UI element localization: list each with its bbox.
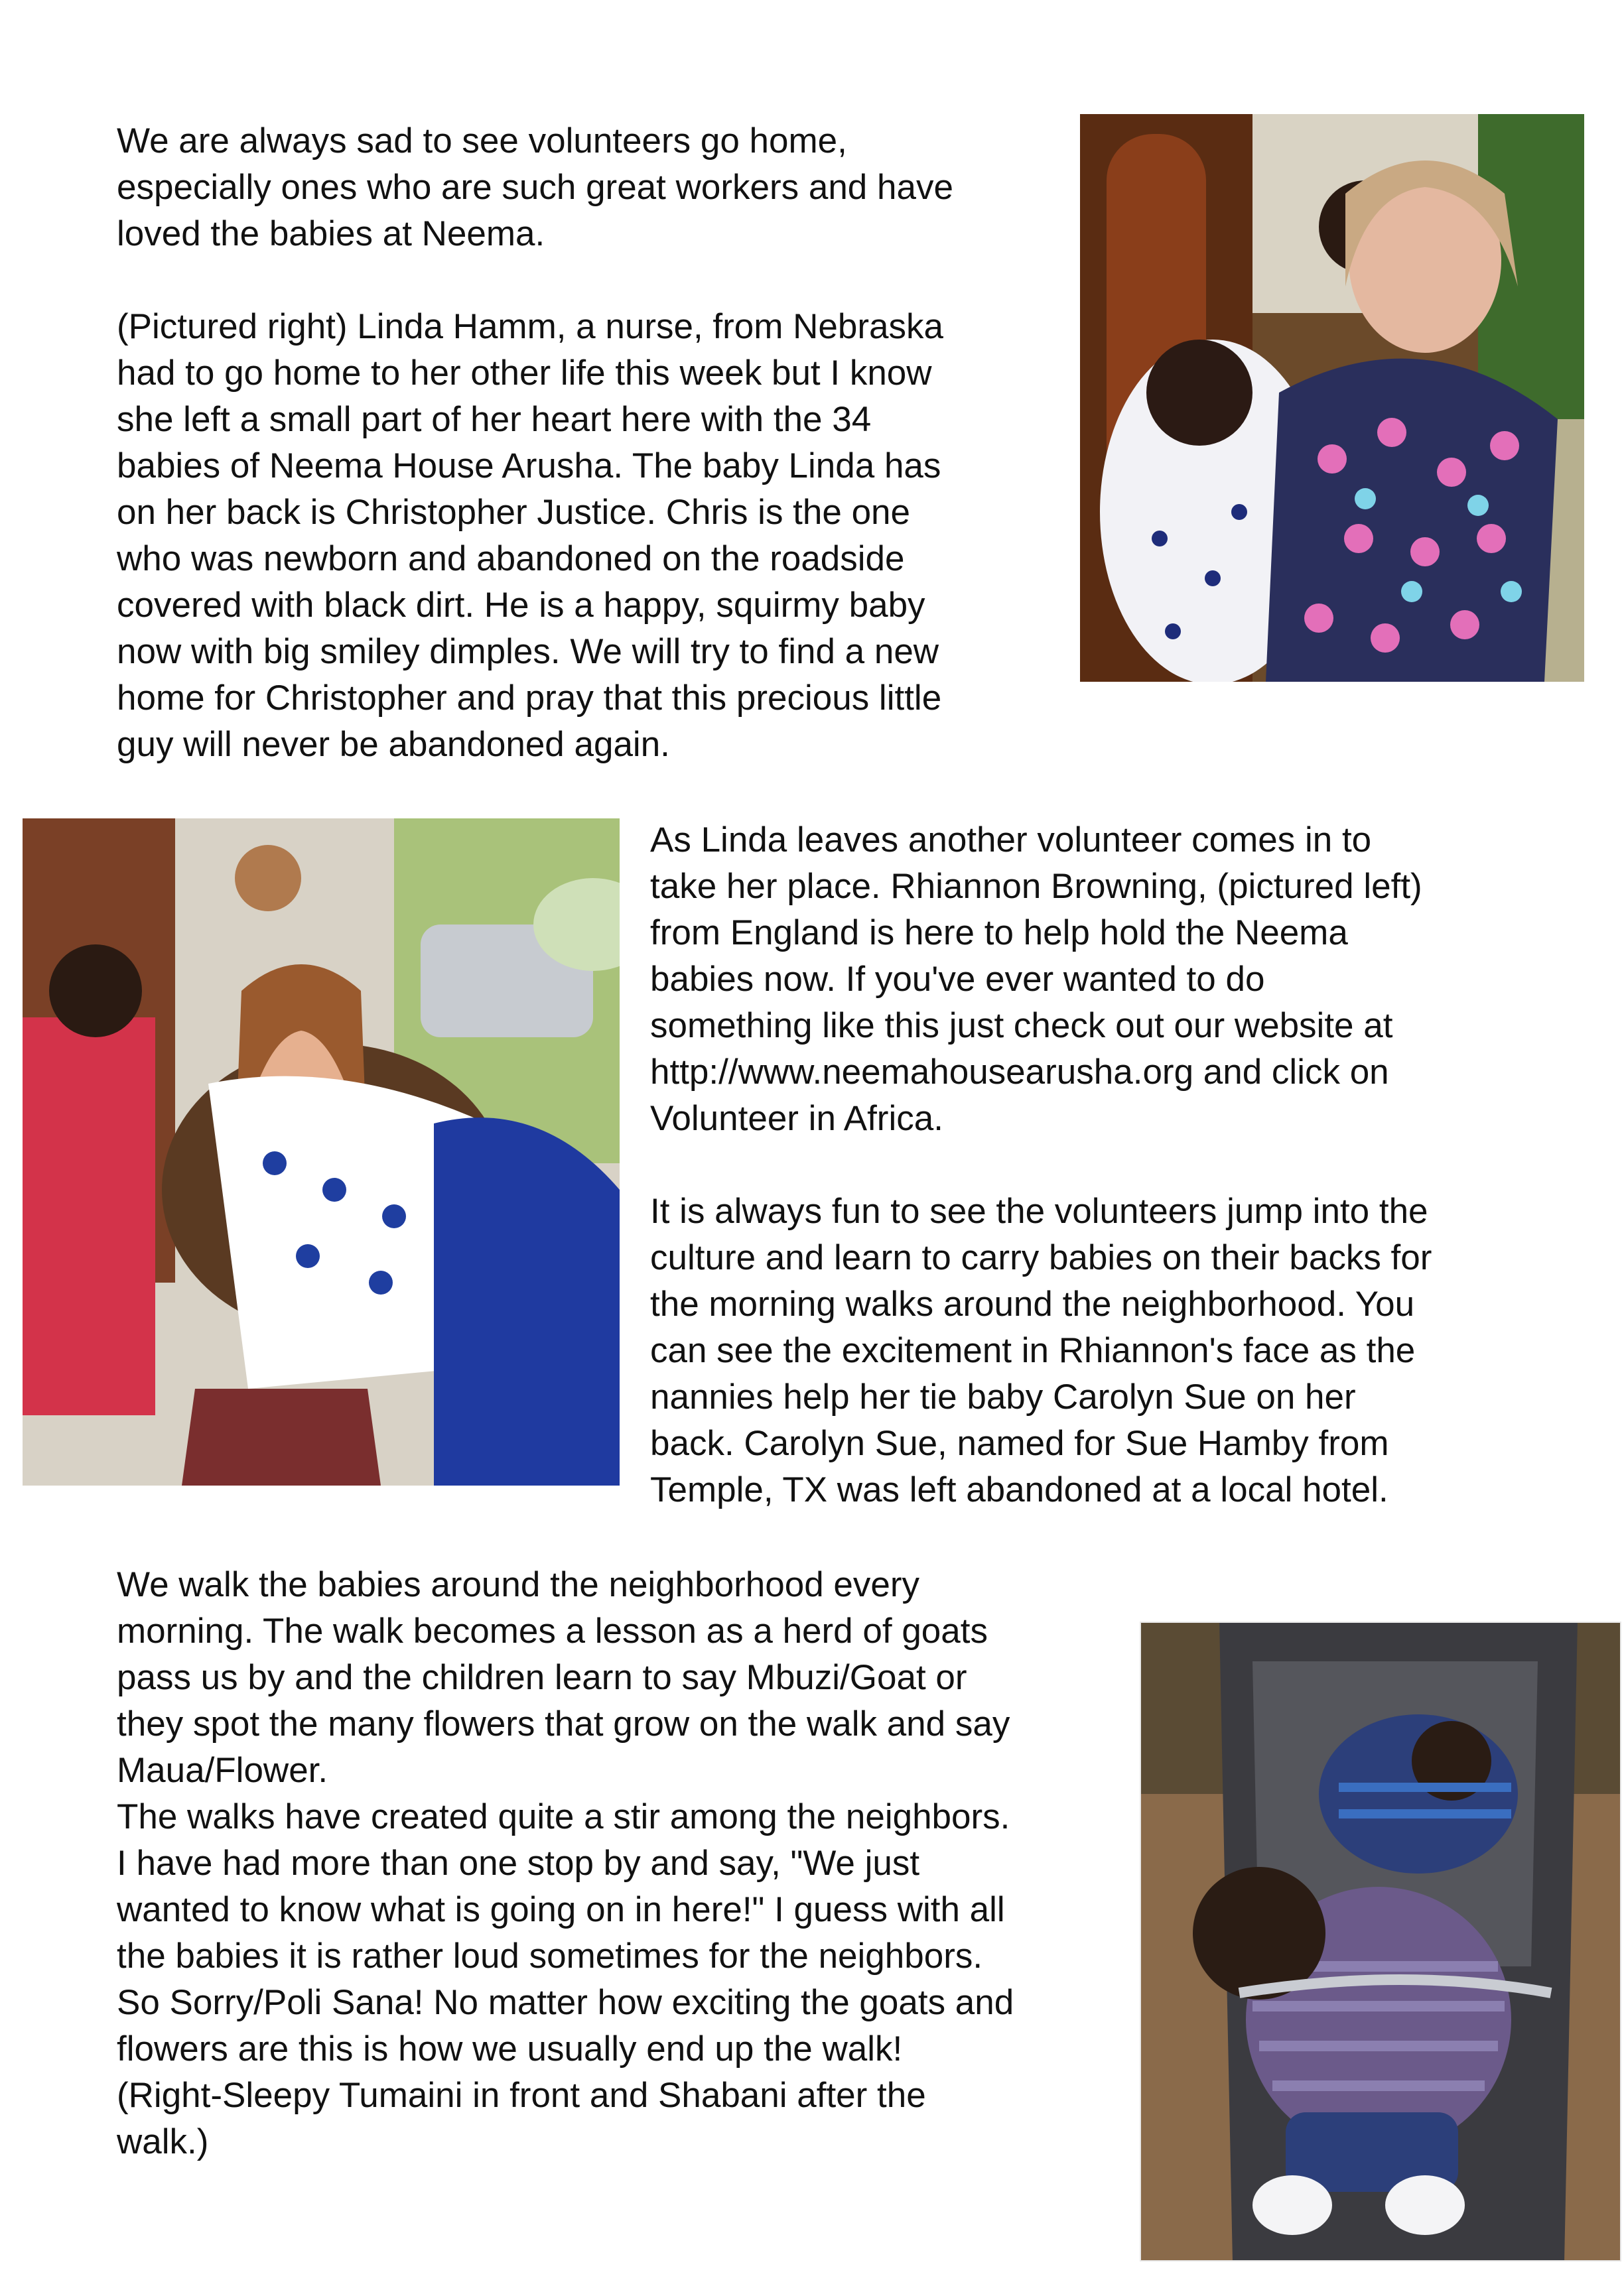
- photo-linda-with-baby: [1080, 114, 1584, 682]
- linda-paragraph: (Pictured right) Linda Hamm, a nurse, from Nebraska had to go home to her other life this week but I know she left a small part of her heart here with the 34 babies of Neema House Arusha. The baby Linda has on her back is Christopher Justice. Chris is the one who was newborn and abandoned on the roadside covered with black dirt. He is a happy, squirmy baby now with big smiley dimples. We will try to find a new home for Christopher and pray that this precious little guy will never be abandoned again.: [117, 307, 943, 764]
- volunteers-culture-paragraph: It is always fun to see the volunteers jump into the culture and learn to carry babies on their backs for the morning walks around the neighborhood. You can see the excitement in Rhiannon's face as the nannies help her tie baby Carolyn Sue on her back. Carolyn Sue, named for Sue Hamby from Temple, TX was left abandoned at a local hotel.: [650, 1192, 1432, 1509]
- photo-rhiannon-with-nannies: [23, 818, 620, 1486]
- photo-sleeping-babies-stroller: [1140, 1622, 1621, 2262]
- rhiannon-paragraph: As Linda leaves another volunteer comes in to take her place. Rhiannon Browning, (pictured left) from England is here to help hold the Neema babies now. If you've ever wanted to do something like this just check out our website at http://www.neemahousearusha.org and click on Volunteer in Africa.: [650, 820, 1422, 1138]
- intro-paragraph: We are always sad to see volunteers go home, especially ones who are such great workers and have loved the babies at Neema.: [117, 121, 953, 253]
- neighborhood-walk-paragraph: We walk the babies around the neighborhood every morning. The walk becomes a lesson as a herd of goats pass us by and the children learn to say Mbuzi/Goat or they spot the many flowers that grow on the walk and say Maua/Flower. The walks have created quite a stir among the neighbors. I have had more than one stop by and say, "We just wanted to know what is going on in here!" I guess with all the babies it is rather loud sometimes for the neighbors. So Sorry/Poli Sana! No matter how exciting the goats and flowers are this is how we usually end up the walk! (Right-Sleepy Tumaini in front and Shabani after the walk.): [117, 1565, 1014, 2161]
